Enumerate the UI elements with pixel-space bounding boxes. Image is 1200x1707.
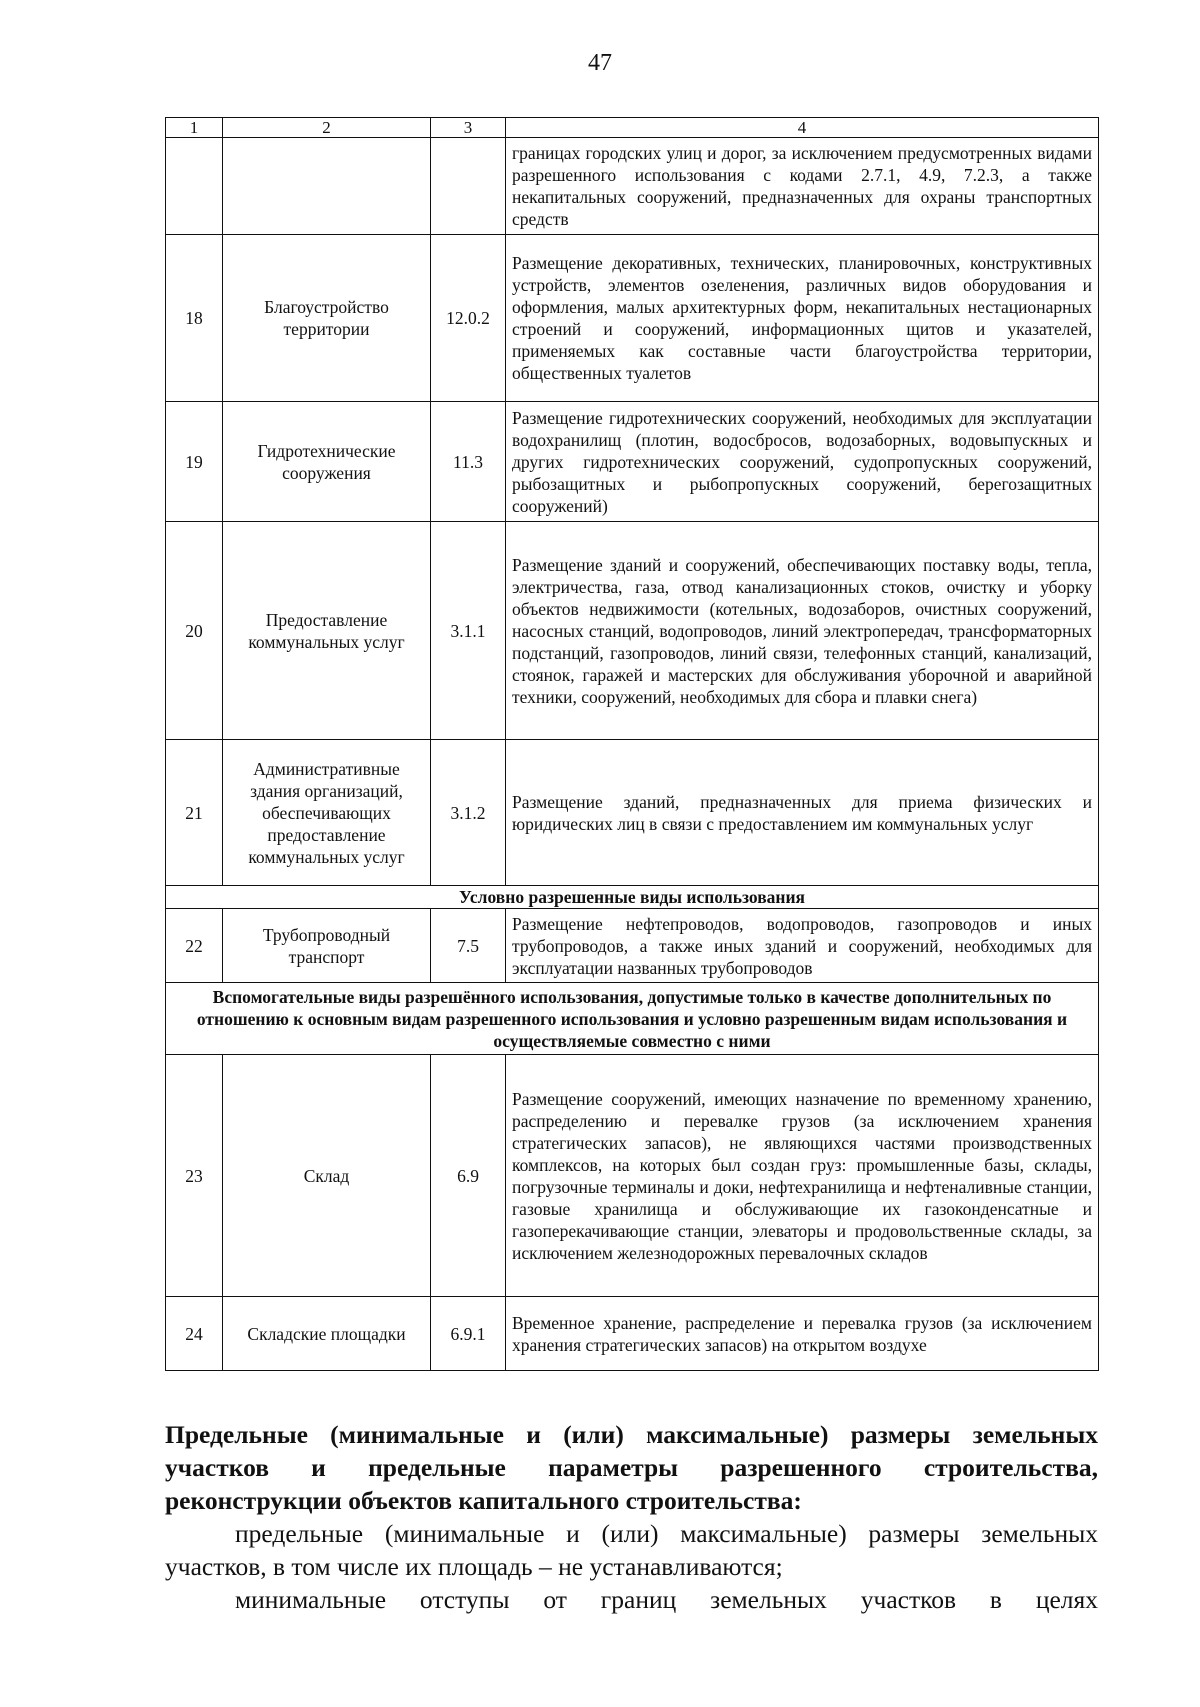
- row-code: 3.1.2: [431, 740, 506, 886]
- section-title: Вспомогательные виды разрешённого использования, допустимые только в качестве дополнительных по отношению к основным видам разрешенного использования и условно разрешенным видам использования и осуществляемые совместно с ними: [166, 983, 1099, 1055]
- row-code: 11.3: [431, 402, 506, 522]
- table-row: [166, 522, 1099, 740]
- header-col-4: 4: [506, 118, 1099, 138]
- row-description: границах городских улиц и дорог, за исключением предусмотренных видами разрешенного использования с кодами 2.7.1, 4.9, 7.2.3, а также некапитальных сооружений, предназначенных для охраны транспортных средств: [506, 138, 1099, 235]
- table-row: [166, 402, 1099, 522]
- row-description: Размещение декоративных, технических, планировочных, конструктивных устройств, элементов озеленения, различных видов оборудования и оформления, малых архитектурных форм, некапитальных нестационарных строений и сооружений, информационных щитов и указателей, применяемых как составные части благоустройства территории, общественных туалетов: [506, 235, 1099, 402]
- row-number: 23: [166, 1055, 223, 1297]
- row-description: Размещение сооружений, имеющих назначение по временному хранению, распределению и перевалке грузов (за исключением хранения стратегических запасов), не являющихся частями производственных комплексов, на которых был создан груз: промышленные базы, склады, погрузочные терминалы и доки, нефтехранилища и нефтеналивные станции, газовые хранилища и обслуживающие их газоконденсатные и газоперекачивающие станции, элеваторы и продовольственные склады, за исключением железнодорожных перевалочных складов: [506, 1055, 1099, 1297]
- row-number: 21: [166, 740, 223, 886]
- section-row-auxiliary: [166, 983, 1099, 1055]
- row-name: Гидротехнические сооружения: [223, 402, 431, 522]
- row-description: Размещение нефтепроводов, водопроводов, газопроводов и иных трубопроводов, а также иных зданий и сооружений, необходимых для эксплуатации названных трубопроводов: [506, 909, 1099, 983]
- paragraph: минимальные отступы от границ земельных участков в целях: [235, 1585, 1098, 1614]
- header-col-3: 3: [431, 118, 506, 138]
- row-name: Складские площадки: [223, 1297, 431, 1371]
- row-code: 6.9: [431, 1055, 506, 1297]
- page-number: 47: [588, 50, 612, 76]
- table-row: [166, 1297, 1099, 1371]
- row-code: 6.9.1: [431, 1297, 506, 1371]
- row-number: 18: [166, 235, 223, 402]
- row-description: Размещение гидротехнических сооружений, необходимых для эксплуатации водохранилищ (плотин, водосбросов, водозаборных, водовыпускных и других гидротехнических сооружений, судопропускных сооружений, рыбозащитных и рыбопропускных сооружений, берегозащитных сооружений): [506, 402, 1099, 522]
- row-name: Трубопроводный транспорт: [223, 909, 431, 983]
- row-description: Временное хранение, распределение и перевалка грузов (за исключением хранения стратегических запасов) на открытом воздухе: [506, 1297, 1099, 1371]
- row-code: 7.5: [431, 909, 506, 983]
- row-description: Размещение зданий, предназначенных для приема физических и юридических лиц в связи с предоставлением им коммунальных услуг: [506, 740, 1099, 886]
- land-use-table: [165, 117, 1099, 1371]
- paragraph: предельные (минимальные и (или) максимальные) размеры земельных участков, в том числе их площадь – не устанавливаются;: [165, 1519, 1098, 1581]
- row-code: 3.1.1: [431, 522, 506, 740]
- row-number: 19: [166, 402, 223, 522]
- section-title: Условно разрешенные виды использования: [166, 886, 1099, 909]
- table-row-continuation: [166, 138, 1099, 235]
- after-table-text: [165, 1418, 1098, 1616]
- row-number: 22: [166, 909, 223, 983]
- table-row: [166, 909, 1099, 983]
- header-col-2: 2: [223, 118, 431, 138]
- header-col-1: 1: [166, 118, 223, 138]
- table-header-row: [166, 118, 1099, 138]
- table-row: [166, 740, 1099, 886]
- table-row: [166, 1055, 1099, 1297]
- row-number: 24: [166, 1297, 223, 1371]
- section-row-conditional: [166, 886, 1099, 909]
- row-name: Склад: [223, 1055, 431, 1297]
- row-name: Предоставление коммунальных услуг: [223, 522, 431, 740]
- row-description: Размещение зданий и сооружений, обеспечивающих поставку воды, тепла, электричества, газа, отвод канализационных стоков, очистку и уборку объектов недвижимости (котельных, водозаборов, очистных сооружений, насосных станций, водопроводов, линий электропередач, трансформаторных подстанций, газопроводов, линий связи, телефонных станций, канализаций, стоянок, гаражей и мастерских для обслуживания уборочной и аварийной техники, сооружений, необходимых для сбора и плавки снега): [506, 522, 1099, 740]
- table-row: [166, 235, 1099, 402]
- row-name: Благоустройство территории: [223, 235, 431, 402]
- row-name: Административные здания организаций, обеспечивающих предоставление коммунальных услуг: [223, 740, 431, 886]
- row-number: 20: [166, 522, 223, 740]
- row-code: 12.0.2: [431, 235, 506, 402]
- section-heading: Предельные (минимальные и (или) максимальные) размеры земельных участков и предельные параметры разрешенного строительства, реконструкции объектов капитального строительства:: [165, 1420, 1098, 1515]
